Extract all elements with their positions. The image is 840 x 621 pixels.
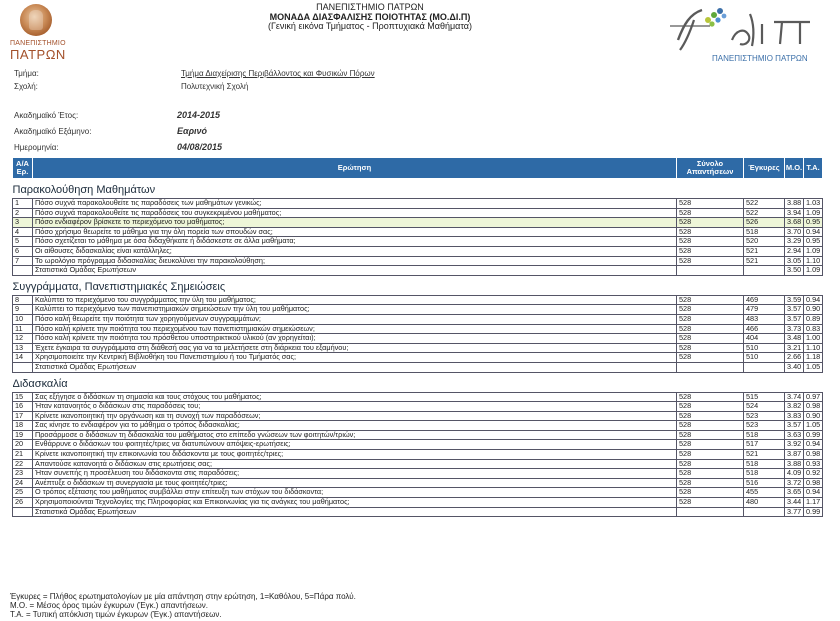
cell-total: 528 (677, 208, 744, 218)
cell-total: 528 (677, 402, 744, 412)
cell-mean: 3.63 (785, 430, 804, 440)
cell-sd: 0.98 (804, 402, 823, 412)
cell-mean: 3.77 (785, 507, 804, 517)
cell-question: Ήταν συνεπής η προσέλευση του διδάσκοντα στις παραδόσεις; (33, 469, 677, 479)
cell-num: 5 (13, 237, 33, 247)
cell-num (13, 266, 33, 276)
table-row (13, 498, 823, 508)
cell-question: Πόσο χρήσιμο θεωρείτε το μάθημα για την όλη πορεία των σπουδών σας; (33, 227, 677, 237)
cell-mean: 3.21 (785, 343, 804, 353)
cell-question: Καλύπτει το περιεχόμενο του συγγράμματος την ύλη του μαθήματος; (33, 295, 677, 305)
seal-icon (20, 4, 52, 36)
cell-sd: 1.09 (804, 266, 823, 276)
cell-num: 9 (13, 305, 33, 315)
date-label: Ημερομηνία: (14, 143, 59, 152)
cell-question: Σας κίνησε το ενδιαφέρον για το μάθημα ο τρόπος διδασκαλίας; (33, 421, 677, 431)
cell-num: 12 (13, 334, 33, 344)
cell-question: Το ωρολόγιο πρόγραμμα διδασκαλίας διευκολύνει την παρακολούθηση; (33, 256, 677, 266)
cell-question: Στατιστικά Ομάδας Ερωτήσεων (33, 266, 677, 276)
cell-total: 528 (677, 305, 744, 315)
logo-left-line1: ΠΑΝΕΠΙΣΤΗΜΙΟ (10, 40, 66, 47)
cell-total: 528 (677, 459, 744, 469)
col-header-num: Α/Α Ερ. (13, 158, 33, 179)
cell-mean: 3.40 (785, 362, 804, 372)
cell-total: 528 (677, 392, 744, 402)
cell-valid: 510 (744, 343, 785, 353)
cell-question: Στατιστικά Ομάδας Ερωτήσεων (33, 507, 677, 517)
year-value: 2014-2015 (177, 110, 221, 120)
col-header-sd: Τ.Α. (804, 158, 823, 179)
section-title: Διδασκαλία (13, 372, 823, 392)
cell-sd: 1.05 (804, 421, 823, 431)
cell-num: 24 (13, 478, 33, 488)
cell-mean: 3.48 (785, 334, 804, 344)
cell-num (13, 507, 33, 517)
cell-num: 26 (13, 498, 33, 508)
cell-num: 19 (13, 430, 33, 440)
cell-question: Πόσο συχνά παρακολουθείτε τις παραδόσεις του συγκεκριμένου μαθήματος; (33, 208, 677, 218)
semester-value: Εαρινό (177, 126, 208, 136)
cell-valid: 520 (744, 237, 785, 247)
cell-sd: 1.09 (804, 246, 823, 256)
col-header-mean: Μ.Ο. (785, 158, 804, 179)
cell-mean: 3.57 (785, 421, 804, 431)
modip-logo-mark (650, 2, 822, 56)
cell-question: Έχετε έγκαιρα τα συγγράμματα στη διάθεσή σας για να τα μελετήσετε στη διάρκεια του εξαμήνου; (33, 343, 677, 353)
cell-total: 528 (677, 334, 744, 344)
table-row (13, 421, 823, 431)
cell-sd: 0.99 (804, 430, 823, 440)
cell-num: 1 (13, 199, 33, 209)
cell-mean: 3.83 (785, 411, 804, 421)
table-row (13, 353, 823, 363)
cell-valid: 518 (744, 227, 785, 237)
cell-total: 528 (677, 411, 744, 421)
cell-mean: 3.87 (785, 450, 804, 460)
table-row (13, 334, 823, 344)
cell-total: 528 (677, 227, 744, 237)
cell-valid: 523 (744, 411, 785, 421)
cell-num: 15 (13, 392, 33, 402)
footer-line2: Μ.Ο. = Μέσος όρος τιμών έγκυρων (Έγκ.) απαντήσεων. (10, 601, 208, 611)
cell-total: 528 (677, 314, 744, 324)
table-row (13, 411, 823, 421)
report-title (230, 3, 510, 32)
cell-mean: 3.65 (785, 488, 804, 498)
cell-num: 17 (13, 411, 33, 421)
cell-valid: 466 (744, 324, 785, 334)
dept-label: Τμήμα: (14, 69, 39, 78)
cell-mean: 3.05 (785, 256, 804, 266)
group-stats-row (13, 507, 823, 517)
school-value: Πολυτεχνική Σχολή (181, 82, 249, 91)
table-row (13, 324, 823, 334)
cell-question: Κρίνετε ικανοποιητική την επικοινωνία του διδάσκοντα με τους φοιτητές/τριες; (33, 450, 677, 460)
cell-question: Ήταν κατανοητός ο διδάσκων στις παραδόσεις του; (33, 402, 677, 412)
cell-sd: 0.90 (804, 305, 823, 315)
col-header-total: Σύνολο Απαντήσεων (677, 158, 744, 179)
table-row (13, 256, 823, 266)
date-value: 04/08/2015 (177, 142, 223, 152)
cell-sd: 1.17 (804, 498, 823, 508)
cell-total: 528 (677, 324, 744, 334)
cell-num: 7 (13, 256, 33, 266)
cell-total: 528 (677, 295, 744, 305)
table-row (13, 199, 823, 209)
cell-question: Πόσο ενδιαφέρον βρίσκετε το περιεχόμενο του μαθήματος; (33, 218, 677, 228)
section-title: Συγγράμματα, Πανεπιστημιακές Σημειώσεις (13, 275, 823, 295)
cell-valid: 517 (744, 440, 785, 450)
cell-total: 528 (677, 199, 744, 209)
report-header (0, 0, 840, 66)
cell-valid (744, 266, 785, 276)
table-row (13, 450, 823, 460)
table-row (13, 488, 823, 498)
cell-valid: 515 (744, 392, 785, 402)
modip-logo (650, 2, 822, 66)
footer-legend (10, 592, 356, 620)
table-row (13, 459, 823, 469)
cell-total: 528 (677, 237, 744, 247)
report-subtitle: (Γενική εικόνα Τμήματος - Προπτυχιακά Μαθήματα) (267, 21, 473, 32)
cell-num: 6 (13, 246, 33, 256)
cell-valid: 516 (744, 478, 785, 488)
cell-valid: 469 (744, 295, 785, 305)
cell-valid (744, 507, 785, 517)
cell-question: Πόσο σχετίζεται το μάθημα με όσα διδαχθήκατε ή διδάσκεστε σε άλλα μαθήματα; (33, 237, 677, 247)
cell-total: 528 (677, 218, 744, 228)
cell-sd: 0.94 (804, 440, 823, 450)
table-row (13, 478, 823, 488)
cell-valid: 483 (744, 314, 785, 324)
university-name: ΠΑΝΕΠΙΣΤΗΜΙΟ ΠΑΤΡΩΝ (316, 2, 424, 12)
cell-sd: 0.90 (804, 411, 823, 421)
cell-valid: 521 (744, 246, 785, 256)
cell-num: 20 (13, 440, 33, 450)
unit-name: ΜΟΝΑΔΑ ΔΙΑΣΦΑΛΙΣΗΣ ΠΟΙΟΤΗΤΑΣ (ΜΟ.ΔΙ.Π) (269, 11, 471, 22)
table-row (13, 440, 823, 450)
table-row (13, 227, 823, 237)
cell-total: 528 (677, 450, 744, 460)
table-row (13, 218, 823, 228)
cell-mean: 3.72 (785, 478, 804, 488)
cell-sd: 0.94 (804, 227, 823, 237)
cell-valid: 518 (744, 430, 785, 440)
dept-value: Τμήμα Διαχείρισης Περιβάλλοντος και Φυσικών Πόρων (181, 69, 375, 78)
cell-sd: 0.93 (804, 459, 823, 469)
cell-num: 21 (13, 450, 33, 460)
cell-valid: 521 (744, 450, 785, 460)
cell-total: 528 (677, 256, 744, 266)
cell-question: Πόσο καλή κρίνετε την ποιότητα του πρόσθετου υποστηρικτικού υλικού (αν χορηγείται); (33, 334, 677, 344)
cell-sd: 1.03 (804, 199, 823, 209)
cell-num: 18 (13, 421, 33, 431)
cell-question: Χρησιμοποιούνται Τεχνολογίες της Πληροφορίας και Επικοινωνίας για τις ανάγκες του μαθήματος; (33, 498, 677, 508)
cell-mean: 3.68 (785, 218, 804, 228)
cell-sd: 0.98 (804, 450, 823, 460)
cell-num: 25 (13, 488, 33, 498)
cell-valid: 518 (744, 459, 785, 469)
cell-mean: 3.82 (785, 402, 804, 412)
semester-label: Ακαδημαϊκό Εξάμηνο: (14, 127, 92, 136)
cell-mean: 3.29 (785, 237, 804, 247)
cell-num: 22 (13, 459, 33, 469)
cell-question: Σας εξήγησε ο διδάσκων τη σημασία και τους στόχους του μαθήματος; (33, 392, 677, 402)
cell-valid: 510 (744, 353, 785, 363)
cell-question: Στατιστικά Ομάδας Ερωτήσεων (33, 362, 677, 372)
cell-question: Πόσο καλή θεωρείτε την ποιότητα των χορηγούμενων συγγραμμάτων; (33, 314, 677, 324)
cell-valid: 523 (744, 421, 785, 431)
table-row (13, 430, 823, 440)
cell-total: 528 (677, 246, 744, 256)
cell-total (677, 362, 744, 372)
cell-total: 528 (677, 430, 744, 440)
cell-valid: 480 (744, 498, 785, 508)
cell-sd: 0.95 (804, 237, 823, 247)
cell-question: Πόσο καλή κρίνετε την ποιότητα του περιεχομένου των πανεπιστημιακών σημειώσεων; (33, 324, 677, 334)
table-row (13, 402, 823, 412)
group-stats-row (13, 362, 823, 372)
section-header (13, 179, 823, 199)
group-stats-row (13, 266, 823, 276)
cell-valid: 479 (744, 305, 785, 315)
cell-total (677, 266, 744, 276)
section-header (13, 372, 823, 392)
cell-sd: 0.97 (804, 392, 823, 402)
cell-mean: 3.88 (785, 459, 804, 469)
cell-num (13, 362, 33, 372)
cell-question: Ανέπτυξε ο διδάσκων τη συνεργασία με τους φοιτητές/τριες; (33, 478, 677, 488)
section-header (13, 275, 823, 295)
cell-question: Απαντούσε κατανοητά ο διδάσκων στις ερωτήσεις σας; (33, 459, 677, 469)
footer-line1: Έγκυρες = Πλήθος ερωτηματολογίων με μία απάντηση στην ερώτηση, 1=Καθόλου, 5=Πάρα πολύ. (10, 592, 356, 601)
section-title: Παρακολούθηση Μαθημάτων (13, 179, 823, 199)
cell-question: Οι αίθουσες διδασκαλίας είναι κατάλληλες; (33, 246, 677, 256)
school-label: Σχολή: (14, 82, 38, 91)
cell-valid: 522 (744, 208, 785, 218)
cell-valid: 524 (744, 402, 785, 412)
cell-sd: 0.94 (804, 295, 823, 305)
table-header-row (13, 158, 823, 179)
cell-mean: 3.44 (785, 498, 804, 508)
cell-sd: 1.09 (804, 208, 823, 218)
cell-num: 10 (13, 314, 33, 324)
col-header-valid: Έγκυρες (744, 158, 785, 179)
cell-total: 528 (677, 498, 744, 508)
cell-num: 11 (13, 324, 33, 334)
year-label: Ακαδημαϊκό Έτος: (14, 111, 79, 120)
cell-total: 528 (677, 488, 744, 498)
cell-valid: 521 (744, 256, 785, 266)
cell-sd: 1.10 (804, 256, 823, 266)
cell-mean: 2.94 (785, 246, 804, 256)
table-row (13, 208, 823, 218)
evaluation-table (12, 157, 823, 517)
cell-num: 3 (13, 218, 33, 228)
footer-line3: Τ.Α. = Τυπική απόκλιση τιμών έγκυρων (Έγκ.) απαντήσεων. (10, 610, 222, 620)
cell-question: Κρίνετε ικανοποιητική την οργάνωση και τη συνοχή των παραδόσεων; (33, 411, 677, 421)
cell-mean: 3.70 (785, 227, 804, 237)
cell-mean: 3.57 (785, 305, 804, 315)
cell-sd: 0.95 (804, 218, 823, 228)
cell-mean: 3.50 (785, 266, 804, 276)
table-row (13, 343, 823, 353)
cell-total: 528 (677, 440, 744, 450)
cell-total: 528 (677, 353, 744, 363)
table-row (13, 392, 823, 402)
cell-mean: 3.59 (785, 295, 804, 305)
cell-total: 528 (677, 343, 744, 353)
cell-sd: 0.94 (804, 488, 823, 498)
cell-sd: 1.10 (804, 343, 823, 353)
cell-mean: 3.74 (785, 392, 804, 402)
cell-question: Ενθάρρυνε ο διδάσκων του φοιτητές/τριες να διατυπώνουν απόψεις-ερωτήσεις; (33, 440, 677, 450)
table-row (13, 237, 823, 247)
table-row (13, 246, 823, 256)
cell-mean: 3.57 (785, 314, 804, 324)
cell-valid (744, 362, 785, 372)
cell-sd: 0.83 (804, 324, 823, 334)
cell-num: 23 (13, 469, 33, 479)
cell-num: 2 (13, 208, 33, 218)
cell-mean: 3.88 (785, 199, 804, 209)
cell-sd: 0.99 (804, 507, 823, 517)
cell-num: 8 (13, 295, 33, 305)
cell-valid: 404 (744, 334, 785, 344)
table-row (13, 314, 823, 324)
cell-valid: 522 (744, 199, 785, 209)
cell-valid: 526 (744, 218, 785, 228)
cell-mean: 3.94 (785, 208, 804, 218)
cell-num: 4 (13, 227, 33, 237)
cell-valid: 518 (744, 469, 785, 479)
col-header-question: Ερώτηση (33, 158, 677, 179)
modip-logo-tag: ΠΑΝΕΠΙΣΤΗΜΙΟ ΠΑΤΡΩΝ (712, 54, 808, 63)
cell-total: 528 (677, 421, 744, 431)
cell-total (677, 507, 744, 517)
cell-valid: 455 (744, 488, 785, 498)
cell-sd: 0.89 (804, 314, 823, 324)
cell-sd: 1.18 (804, 353, 823, 363)
table-row (13, 305, 823, 315)
cell-total: 528 (677, 469, 744, 479)
cell-sd: 0.98 (804, 478, 823, 488)
cell-mean: 3.73 (785, 324, 804, 334)
cell-sd: 1.05 (804, 362, 823, 372)
cell-num: 14 (13, 353, 33, 363)
cell-sd: 1.00 (804, 334, 823, 344)
cell-mean: 4.09 (785, 469, 804, 479)
cell-num: 13 (13, 343, 33, 353)
university-seal-logo (10, 4, 66, 62)
logo-left-line2: ΠΑΤΡΩΝ (10, 47, 66, 62)
cell-question: Ο τρόπος εξέτασης του μαθήματος συμβάλλει στην επίτευξη των στόχων του διδάσκοντα; (33, 488, 677, 498)
cell-total: 528 (677, 478, 744, 488)
cell-question: Χρησιμοποιείτε την Κεντρική Βιβλιοθήκη του Πανεπιστημίου ή του Τμήματός σας; (33, 353, 677, 363)
cell-mean: 3.92 (785, 440, 804, 450)
cell-num: 16 (13, 402, 33, 412)
cell-question: Πόσο συχνά παρακολουθείτε τις παραδόσεις των μαθημάτων γενικώς; (33, 199, 677, 209)
cell-question: Καλύπτει το περιεχόμενο των πανεπιστημιακών σημειώσεων την ύλη του μαθήματος; (33, 305, 677, 315)
cell-sd: 0.92 (804, 469, 823, 479)
cell-mean: 2.66 (785, 353, 804, 363)
cell-question: Προσάρμοσε ο διδάσκων τη διδασκαλία του μαθήματος στο επίπεδο γνώσεων των φοιτητών/τριών; (33, 430, 677, 440)
table-row (13, 469, 823, 479)
table-row (13, 295, 823, 305)
